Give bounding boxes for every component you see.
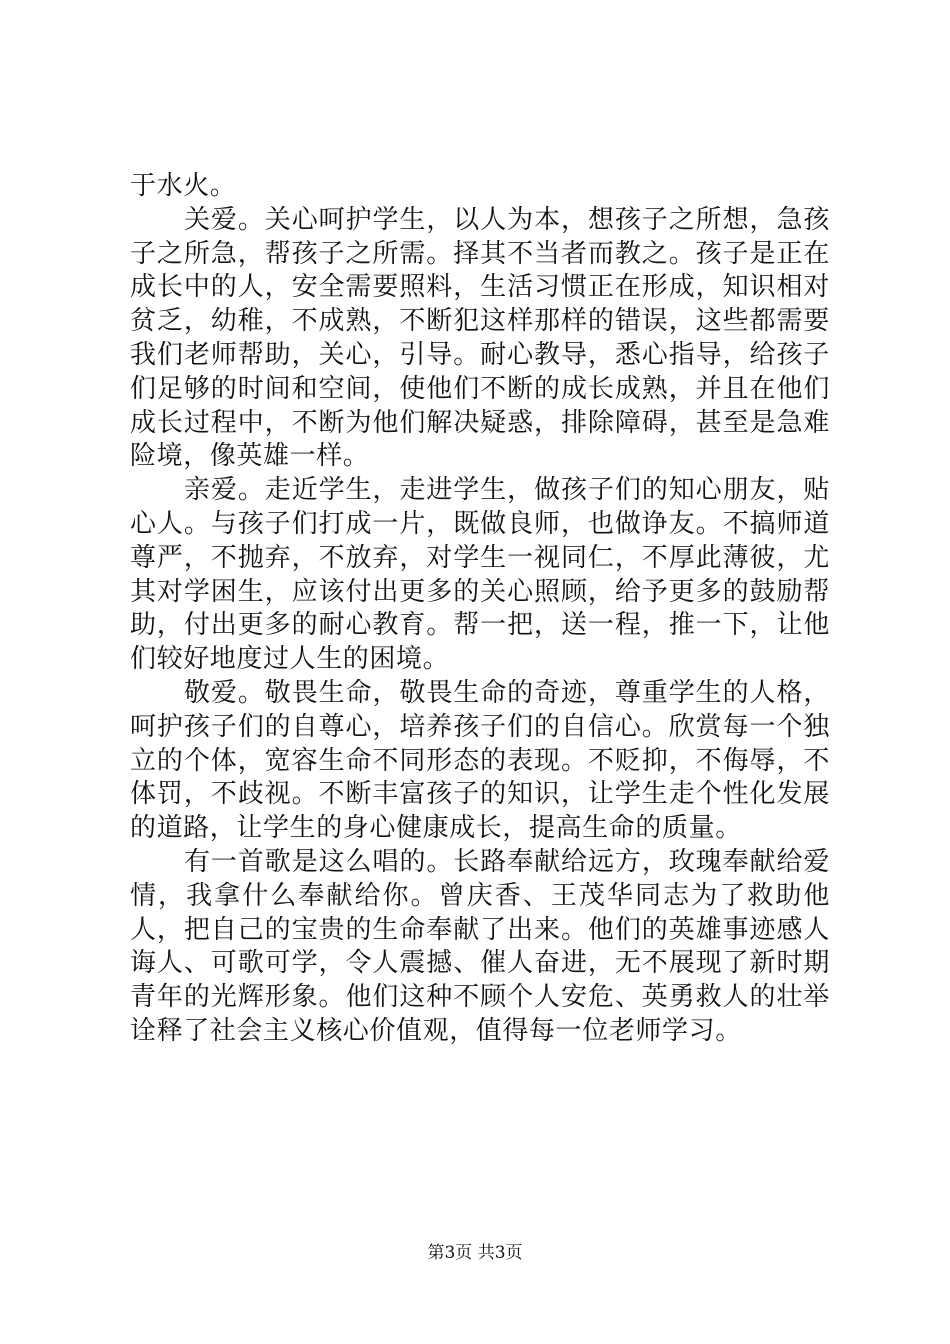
- paragraph-jingai: 敬爱。敬畏生命，敬畏生命的奇迹，尊重学生的人格，呵护孩子们的自尊心，培养孩子们的自信心。欣赏每一个独立的个体，宽容生命不同形态的表现。不贬抑，不侮辱，不体罚，不歧视。不断丰富孩子的知识，让学生走个性化发展的道路，让学生的身心健康成长，提高生命的质量。: [130, 677, 830, 844]
- paragraph-song: 有一首歌是这么唱的。长路奉献给远方，玫瑰奉献给爱情，我拿什么奉献给你。曾庆香、王茂华同志为了救助他人，把自己的宝贵的生命奉献了出来。他们的英雄事迹感人诲人、可歌可学，令人震撼、催人奋进，无不展现了新时期青年的光辉形象。他们这种不顾个人安危、英勇救人的壮举诠释了社会主义核心价值观，值得每一位老师学习。: [130, 846, 830, 1046]
- page-footer: 第3页 共3页: [427, 1243, 523, 1263]
- paragraph-qinai: 亲爱。走近学生，走进学生，做孩子们的知心朋友，贴心人。与孩子们打成一片，既做良师，也做诤友。不搞师道尊严，不抛弃，不放弃，对学生一视同仁，不厚此薄彼，尤其对学困生，应该付出更多的关心照顾，给予更多的鼓励帮助，付出更多的耐心教育。帮一把，送一程，推一下，让他们较好地度过人生的困境。: [130, 475, 830, 675]
- document-body: [130, 170, 830, 1049]
- paragraph-guanai: 关爱。关心呵护学生，以人为本，想孩子之所想，急孩子之所急，帮孩子之所需。择其不当者而教之。孩子是正在成长中的人，安全需要照料，生活习惯正在形成，知识相对贫乏，幼稚，不成熟，不断犯这样那样的错误，这些都需要我们老师帮助，关心，引导。耐心教导，悉心指导，给孩子们足够的时间和空间，使他们不断的成长成熟，并且在他们成长过程中，不断为他们解决疑惑，排除障碍，甚至是急难险境，像英雄一样。: [130, 204, 830, 472]
- paragraph-continuation: 于水火。: [130, 171, 237, 201]
